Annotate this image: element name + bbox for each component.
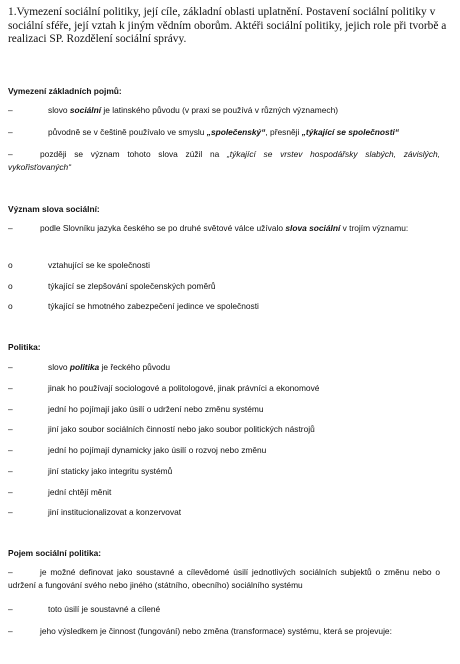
dash-bullet-icon: –: [8, 362, 13, 372]
dash-bullet-icon: –: [8, 487, 13, 497]
dash-bullet-icon: –: [8, 223, 13, 233]
dash-bullet-icon: –: [8, 383, 13, 393]
document-page: 1.Vymezení sociální politiky, její cíle, základní oblasti uplatnění. Postavení sociální politiky v sociální sféře, její vztah k jiným vědním oborům. Aktéři sociální politiky, jejich role při tvorbě a realizaci SP. Rozdělení sociální správy. Vymezení základních pojmů: – slovo sociální je latinského původu (v praxi se používá v různých významech) – původně se v češtině používalo ve smyslu „společenský“, přesněji „týkající se společnosti“ – později se význam tohoto slova zúžil na „týkající se vrstev hospodářsky slabých, závislých, vykořisťovaných“ Význam slova sociální: – podle Slovníku jazyka českého se po druhé světové válce užívalo slova sociální v trojím významu: o vztahující se ke společnosti o týkající se zlepšování společenských poměrů o týkající se hmotného zabezpečení jedince ve společnosti Politika: – slovo politika je řeckého původu – jinak ho používají sociologové a politologové, jinak právníci a ekonomové – jední ho pojímají jako úsilí o udržení nebo změnu systému – jiní jako soubor sociálních činností nebo jako soubor politických nástrojů – jední ho pojímají dynamicky jako úsilí o rozvoj nebo změnu – jiní staticky jako integritu systémů – jední chtějí měnit – jiní institucionalizovat a konzervovat Pojem sociální politika: – je možné definovat jako soustavné a cílevědomé úsilí jednotlivých sociálních subjektů o změnu nebo o udržení a fungování svého nebo jiného (státního, obecního) sociálního systému – toto úsilí je soustavné a cílené – jeho výsledkem je činnost (fungování) nebo změna (transformace) systému, která se projevuje:: [8, 6, 447, 636]
document-title: 1.Vymezení sociální politiky, její cíle, základní oblasti uplatnění. Postavení sociální politiky v sociální sféře, její vztah k jiným vědním oborům. Aktéři sociální politiky, jejich role při tvorbě a realizaci SP. Rozdělení sociální správy.: [8, 6, 447, 45]
circle-bullet-icon: o: [8, 260, 13, 270]
dash-bullet-icon: –: [8, 105, 13, 115]
list-item: – později se význam tohoto slova zúžil na „týkající se vrstev hospodářsky slabých, závislých, vykořisťovaných“: [8, 149, 440, 172]
section-heading-vymezeni: Vymezení základních pojmů:: [8, 86, 122, 96]
list-item: – jeho výsledkem je činnost (fungování) nebo změna (transformace) systému, která se projevuje:: [8, 626, 392, 636]
dash-bullet-icon: –: [8, 466, 13, 476]
dash-bullet-icon: –: [8, 149, 13, 159]
dash-bullet-icon: –: [8, 127, 13, 137]
dash-bullet-icon: –: [8, 567, 13, 577]
section-heading-vyznam: Význam slova sociální:: [8, 204, 100, 214]
dash-bullet-icon: –: [8, 424, 13, 434]
dash-bullet-icon: –: [8, 507, 13, 517]
dash-bullet-icon: –: [8, 445, 13, 455]
circle-bullet-icon: o: [8, 301, 13, 311]
circle-bullet-icon: o: [8, 281, 13, 291]
dash-bullet-icon: –: [8, 404, 13, 414]
list-item: – podle Slovníku jazyka českého se po druhé světové válce užívalo slova sociální v trojím významu:: [8, 223, 409, 233]
dash-bullet-icon: –: [8, 604, 13, 614]
list-item: – je možné definovat jako soustavné a cílevědomé úsilí jednotlivých sociálních subjektů o změnu nebo o udržení a fungování svého nebo jiného (státního, obecního) sociálního systému: [8, 567, 440, 590]
section-heading-politika: Politika:: [8, 342, 41, 352]
dash-bullet-icon: –: [8, 626, 13, 636]
section-heading-pojem: Pojem sociální politika:: [8, 548, 102, 558]
